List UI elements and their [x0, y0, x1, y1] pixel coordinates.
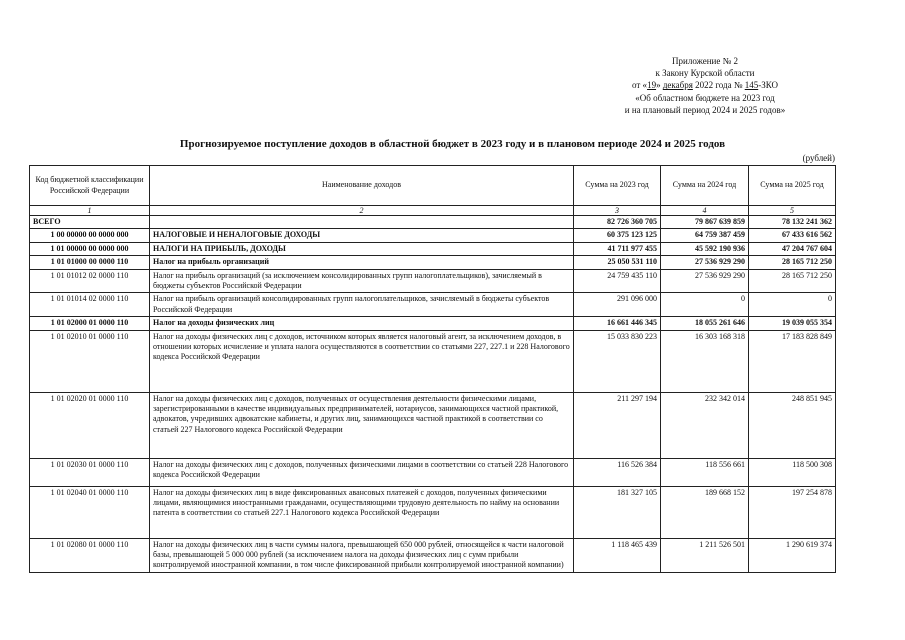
table-row [30, 486, 836, 538]
row-amount-2025: 17 183 828 849 [749, 330, 836, 392]
table-row [30, 293, 836, 317]
row-amount-2023: 25 050 531 110 [574, 256, 661, 269]
table-row [30, 458, 836, 486]
table-row [30, 269, 836, 293]
header-2024: Сумма на 2024 год [661, 166, 749, 206]
row-amount-2023: 82 726 360 705 [574, 216, 661, 229]
row-amount-2024: 79 867 639 859 [661, 216, 749, 229]
table-body [30, 206, 836, 573]
appendix-header [560, 55, 850, 116]
document-title: Прогнозируемое поступление доходов в областной бюджет в 2023 году и в плановом периоде 2024 и 2025 годов [179, 138, 726, 150]
column-index-row [30, 206, 836, 216]
row-amount-2025: 78 132 241 362 [749, 216, 836, 229]
appendix-number: Приложение № 2 [672, 56, 738, 66]
row-amount-2023: 16 661 446 345 [574, 317, 661, 330]
row-name: Налог на доходы физических лиц [150, 317, 574, 330]
header-code: Код бюджетной классификации Российской Федерации [30, 166, 150, 206]
appendix-law-title-2: и на плановый период 2024 и 2025 годов» [624, 104, 786, 115]
row-name: Налог на прибыль организаций консолидированных групп налогоплательщиков, зачисляемый в бюджеты субъектов Российской Федерации [150, 293, 574, 317]
appendix-month: декабря [662, 80, 693, 91]
row-code: 1 01 02080 01 0000 110 [30, 538, 150, 572]
row-code: 1 00 00000 00 0000 000 [30, 229, 150, 242]
row-name: Налог на доходы физических лиц с доходов, полученных от осуществления деятельности физическими лицами, зарегистрированными в качестве индивидуальных предпринимателей, нотариусов, занимающихся частной практикой, адвокатов, учредивших адвокатские кабинеты, и других лиц, занимающихся частной практикой в соответствии со статьей 227 Налогового кодекса Российской Федерации [150, 392, 574, 458]
row-amount-2025: 1 290 619 374 [749, 538, 836, 572]
row-name: Налог на доходы физических лиц с доходов, полученных физическими лицами в соответствии со статьей 228 Налогового кодекса Российской Федерации [150, 458, 574, 486]
row-name: Налог на доходы физических лиц в виде фиксированных авансовых платежей с доходов, полученных физическими лицами, являющимися иностранными гражданами, осуществляющими трудовую деятельность по найму на основании патента в соответствии со статьей 227.1 Налогового кодекса Российской Федерации [150, 486, 574, 538]
header-name: Наименование доходов [150, 166, 574, 206]
row-amount-2025: 248 851 945 [749, 392, 836, 458]
row-code: ВСЕГО [30, 216, 150, 229]
row-code: 1 01 02000 01 0000 110 [30, 317, 150, 330]
row-amount-2025: 67 433 616 562 [749, 229, 836, 242]
table-row [30, 392, 836, 458]
row-amount-2025: 118 500 308 [749, 458, 836, 486]
row-amount-2025: 47 204 767 604 [749, 242, 836, 255]
row-code: 1 01 00000 00 0000 000 [30, 242, 150, 255]
row-amount-2023: 15 033 830 223 [574, 330, 661, 392]
row-code: 1 01 02040 01 0000 110 [30, 486, 150, 538]
row-amount-2024: 27 536 929 290 [661, 256, 749, 269]
row-amount-2025: 0 [749, 293, 836, 317]
column-index: 1 [30, 206, 150, 216]
table-row [30, 242, 836, 255]
row-code: 1 01 01000 00 0000 110 [30, 256, 150, 269]
column-index: 3 [574, 206, 661, 216]
row-name: Налог на прибыль организаций (за исключением консолидированных групп налогоплательщиков), зачисляемый в бюджеты субъектов Российской Федерации [150, 269, 574, 293]
column-index: 4 [661, 206, 749, 216]
row-amount-2025: 28 165 712 250 [749, 256, 836, 269]
header-2023: Сумма на 2023 год [574, 166, 661, 206]
row-amount-2023: 60 375 123 125 [574, 229, 661, 242]
header-2025: Сумма на 2025 год [749, 166, 836, 206]
row-name [150, 216, 574, 229]
table-row [30, 330, 836, 392]
row-amount-2023: 291 096 000 [574, 293, 661, 317]
row-code: 1 01 01012 02 0000 110 [30, 269, 150, 293]
row-code: 1 01 01014 02 0000 110 [30, 293, 150, 317]
table-row [30, 317, 836, 330]
row-amount-2024: 18 055 261 646 [661, 317, 749, 330]
row-amount-2023: 181 327 105 [574, 486, 661, 538]
row-amount-2024: 118 556 661 [661, 458, 749, 486]
revenue-table [29, 165, 836, 573]
row-name: НАЛОГОВЫЕ И НЕНАЛОГОВЫЕ ДОХОДЫ [150, 229, 574, 242]
row-name: Налог на прибыль организаций [150, 256, 574, 269]
appendix-date-line: от «19» декабря 2022 года № 145-ЗКО [631, 80, 779, 91]
row-name: Налог на доходы физических лиц с доходов, источником которых является налоговый агент, за исключением доходов, в отношении которых исчисление и уплата налога осуществляются в соответствии со статьями 227, 227.1 и 228 Налогового кодекса Российской Федерации [150, 330, 574, 392]
appendix-law: к Закону Курской области [655, 68, 755, 79]
table-row [30, 216, 836, 229]
row-code: 1 01 02020 01 0000 110 [30, 392, 150, 458]
row-amount-2023: 211 297 194 [574, 392, 661, 458]
row-amount-2024: 45 592 190 936 [661, 242, 749, 255]
row-code: 1 01 02030 01 0000 110 [30, 458, 150, 486]
row-amount-2024: 0 [661, 293, 749, 317]
row-amount-2024: 64 759 387 459 [661, 229, 749, 242]
row-amount-2025: 19 039 055 354 [749, 317, 836, 330]
row-amount-2023: 41 711 977 455 [574, 242, 661, 255]
appendix-day: 19 [647, 80, 657, 91]
row-amount-2023: 116 526 384 [574, 458, 661, 486]
appendix-law-number: 145 [744, 80, 759, 91]
table-row [30, 538, 836, 572]
row-name: Налог на доходы физических лиц в части суммы налога, превышающей 650 000 рублей, относящейся к части налоговой базы, превышающей 5 000 000 рублей (за исключением налога на доходы физических лиц с сумм прибыли контролируемой иностранной компании, в том числе фиксированной прибыли контролируемой иностранной компании) [150, 538, 574, 572]
table-row [30, 256, 836, 269]
row-amount-2024: 232 342 014 [661, 392, 749, 458]
row-amount-2024: 16 303 168 318 [661, 330, 749, 392]
row-amount-2025: 28 165 712 250 [749, 269, 836, 293]
row-amount-2023: 24 759 435 110 [574, 269, 661, 293]
row-amount-2023: 1 118 465 439 [574, 538, 661, 572]
row-name: НАЛОГИ НА ПРИБЫЛЬ, ДОХОДЫ [150, 242, 574, 255]
row-code: 1 01 02010 01 0000 110 [30, 330, 150, 392]
units-label: (рублей) [802, 153, 835, 163]
row-amount-2024: 27 536 929 290 [661, 269, 749, 293]
table-row [30, 229, 836, 242]
row-amount-2024: 189 668 152 [661, 486, 749, 538]
appendix-law-title: «Об областном бюджете на 2023 год [635, 92, 775, 103]
column-index: 5 [749, 206, 836, 216]
row-amount-2025: 197 254 878 [749, 486, 836, 538]
column-index: 2 [150, 206, 574, 216]
row-amount-2024: 1 211 526 501 [661, 538, 749, 572]
